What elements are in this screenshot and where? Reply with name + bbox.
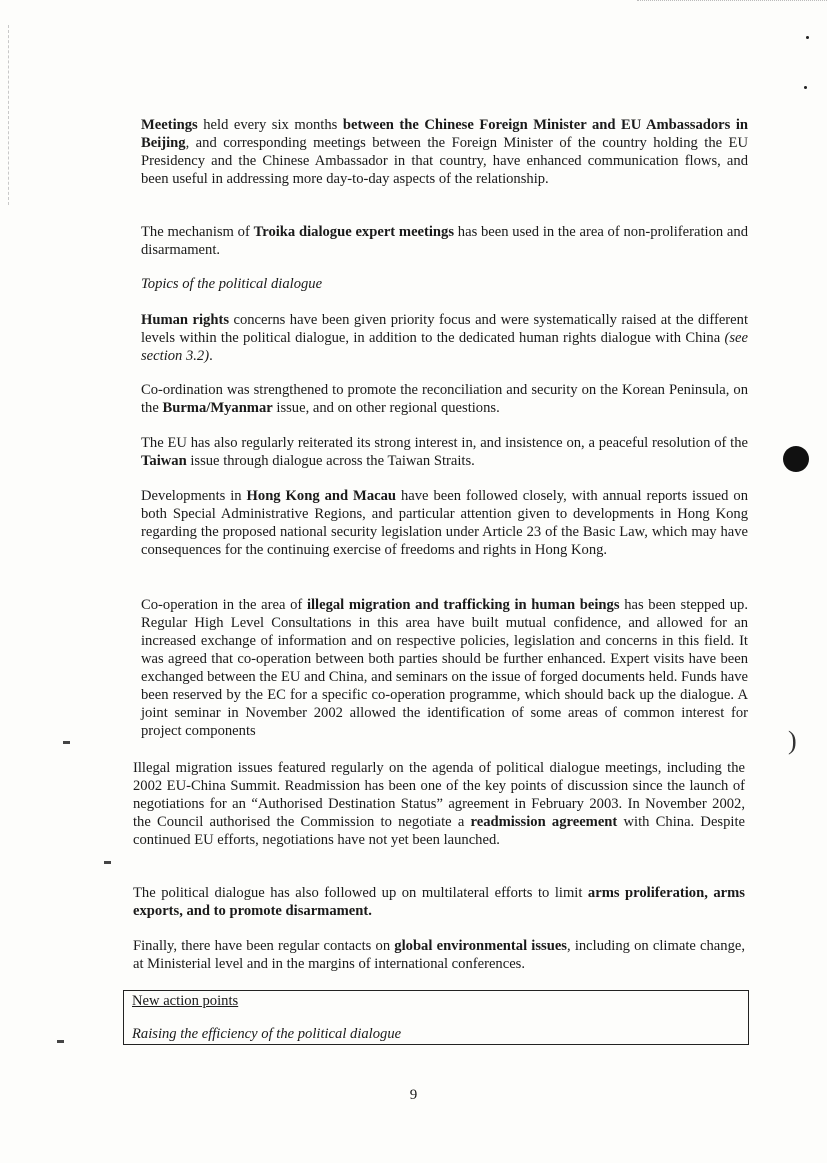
text-segment: with China. Despite continued EU efforts, negotiations have not yet been launched. xyxy=(133,814,745,848)
scan-mark-paren: ) xyxy=(788,726,797,755)
action-points-heading: New action points xyxy=(132,993,239,1009)
scan-speck xyxy=(806,36,809,39)
page-number: 9 xyxy=(409,1087,418,1103)
para-meetings xyxy=(141,116,748,188)
text-segment: Burma/Myanmar xyxy=(162,400,273,416)
para-korea xyxy=(141,381,748,417)
text-segment: The political dialogue has also followed up on multilateral efforts to limit xyxy=(133,885,588,901)
action-points-box xyxy=(123,990,749,1045)
text-segment: Meetings xyxy=(141,117,198,133)
para-human-rights xyxy=(141,311,748,365)
text-segment: concerns have been given priority focus and were systematically raised at the different levels within the political dialogue, in addition to the dedicated human rights dialogue with China xyxy=(141,312,748,346)
text-segment: illegal migration and trafficking in human beings xyxy=(306,597,620,613)
text-segment: readmission agreement xyxy=(470,814,618,830)
para-taiwan xyxy=(141,434,748,470)
text-segment: . xyxy=(209,348,213,364)
text-segment: , including on climate change, at Ministerial level and in the margins of international conferences. xyxy=(133,938,745,972)
para-troika xyxy=(141,223,748,259)
text-segment: has been stepped up. Regular High Level Consultations in this area have built mutual confidence, and allowed for an increased exchange of information and on respective policies, legislation and concerns in this field. It was agreed that co-operation between both parties should be further enhanced. Expert visits have been exchanged between the EU and China, and seminars on the issue of forged documents held. Funds have been reserved by the EC for a specific co-operation programme, which should back up the dialogue. A joint seminar in November 2002 allowed the identification of some areas of common interest for project components xyxy=(141,597,748,739)
text-segment: global environmental issues xyxy=(394,938,567,954)
scan-edge-mark xyxy=(8,25,10,205)
para-migration xyxy=(141,596,748,740)
text-segment: has been used in the area of non-proliferation and disarmament. xyxy=(141,224,748,258)
text-segment: The EU has also regularly reiterated its strong interest in, and insistence on, a peaceful resolution of the xyxy=(141,435,748,451)
text-segment: Developments in xyxy=(141,488,247,504)
scan-speck xyxy=(104,861,111,864)
text-segment: Human rights xyxy=(141,312,229,328)
text-segment: , and corresponding meetings between the Foreign Minister of the country holding the EU Presidency and the Chinese Ambassador in that country, have enhanced communication flows, and been useful in addressing more day-to-day aspects of the relationship. xyxy=(141,135,748,187)
para-arms xyxy=(133,884,745,920)
text-segment: Co-operation in the area of xyxy=(141,597,307,613)
text-segment: between the Chinese Foreign Minister and EU Ambassadors in Beijing xyxy=(141,117,748,151)
text-segment: (see section 3.2) xyxy=(141,330,748,364)
text-segment: Illegal migration issues featured regularly on the agenda of political dialogue meetings, including the 2002 EU-China Summit. Readmission has been one of the key points of discussion since the launch of negotiations for an “Authorised Destination Status” agreement in February 2003. In November 2002, the Council authorised the Commission to negotiate a xyxy=(133,760,745,830)
text-segment: Taiwan xyxy=(141,453,187,469)
scan-speck xyxy=(57,1040,64,1043)
punch-hole xyxy=(783,446,809,472)
text-segment: Topics of the political dialogue xyxy=(141,276,323,292)
scan-speck xyxy=(63,741,70,744)
para-environment xyxy=(133,937,745,973)
scan-speck xyxy=(804,86,807,89)
text-segment: arms proliferation, arms exports, and to promote disarmament. xyxy=(133,885,745,919)
para-hong-kong xyxy=(141,487,748,559)
text-segment: Finally, there have been regular contacts on xyxy=(133,938,395,954)
scan-top-artifact xyxy=(637,0,827,7)
heading-topics xyxy=(141,275,748,293)
text-segment: Hong Kong and Macau xyxy=(246,488,397,504)
text-segment: have been followed closely, with annual reports issued on both Special Administrative Regions, and particular attention given to developments in Hong Kong regarding the proposed national security legislation under Article 23 of the Basic Law, which may have consequences for the continuing exercise of freedoms and rights in Hong Kong. xyxy=(141,488,749,558)
text-segment: issue, and on other regional questions. xyxy=(272,400,500,416)
text-segment: held every six months xyxy=(197,117,343,133)
text-segment: Co-ordination was strengthened to promote the reconciliation and security on the Korean Peninsula, on the xyxy=(141,382,748,416)
para-readmission xyxy=(133,759,745,849)
text-segment: issue through dialogue across the Taiwan Straits. xyxy=(186,453,475,469)
text-segment: Troika dialogue expert meetings xyxy=(253,224,455,240)
text-segment: The mechanism of xyxy=(141,224,254,240)
action-points-subheading: Raising the efficiency of the political dialogue xyxy=(132,1026,402,1042)
